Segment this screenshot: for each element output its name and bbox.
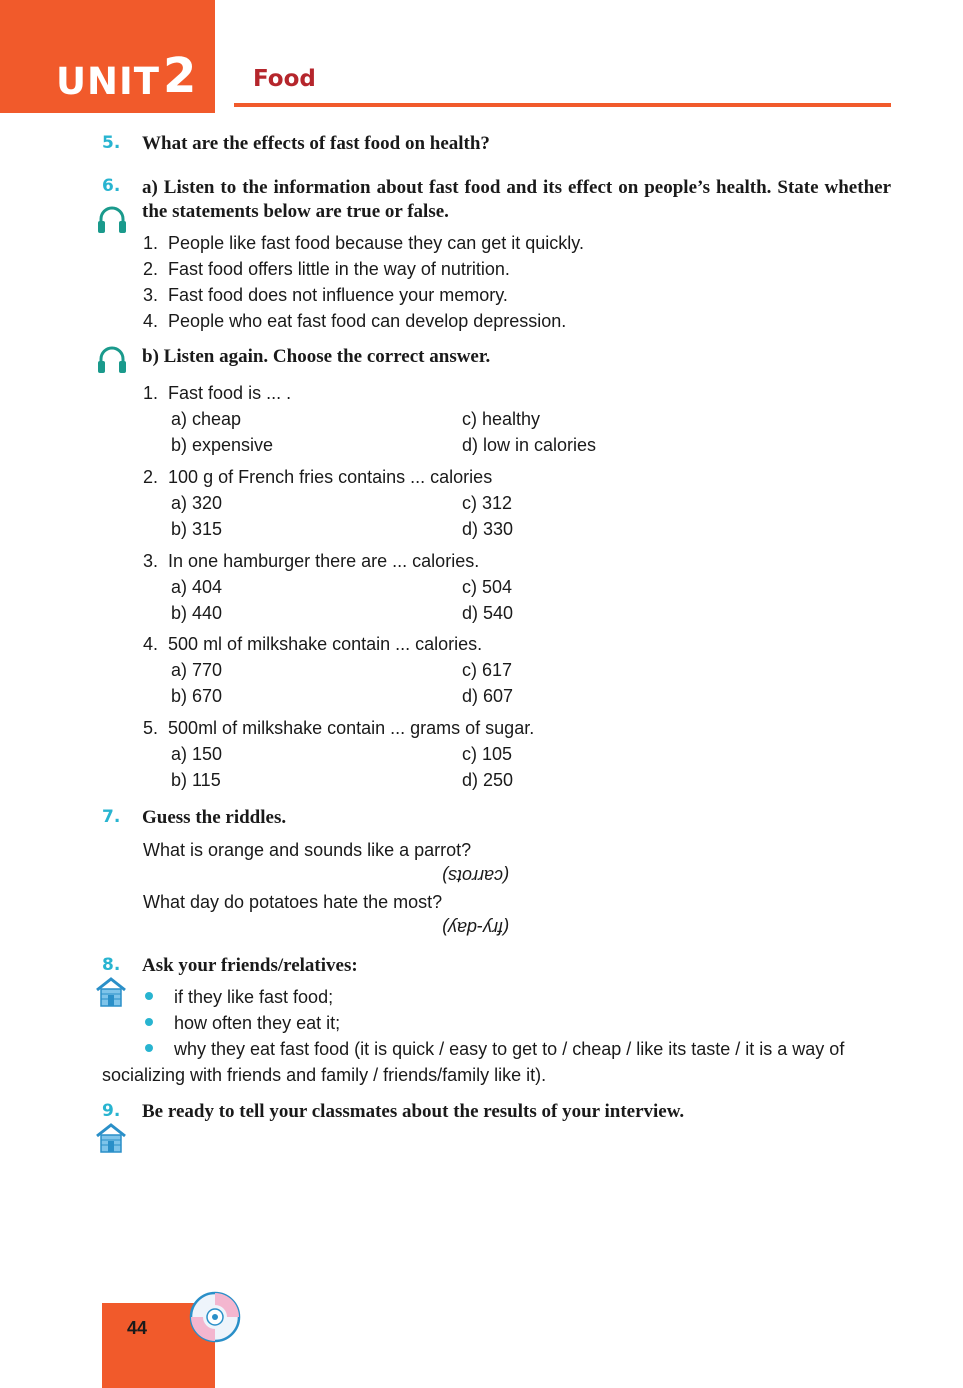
option-c: c) 312	[462, 493, 513, 513]
header-rule	[234, 103, 891, 107]
exercise-8-text: Ask your friends/relatives:	[142, 955, 358, 976]
unit-title: Food	[253, 66, 316, 92]
option-b: b) 440	[171, 603, 223, 623]
exercise-5-number: 5.	[102, 133, 121, 153]
statement-text: People who eat fast food can develop depression.	[168, 311, 567, 331]
question-4	[143, 633, 482, 655]
question-number: 3.	[143, 551, 159, 571]
exercise-7-number: 7.	[102, 807, 121, 827]
question-text: Fast food is ... .	[168, 383, 292, 403]
riddle-2: What day do potatoes hate the most?	[143, 892, 443, 912]
bullet-2: how often they eat it;	[174, 1013, 341, 1033]
question-number: 4.	[143, 634, 159, 654]
question-text: 500ml of milkshake contain ... grams of sugar.	[168, 718, 535, 738]
bullet-1: if they like fast food;	[174, 987, 334, 1007]
exercise-9-text: Be ready to tell your classmates about the results of your interview.	[142, 1101, 685, 1122]
bullet-dot	[145, 992, 153, 1000]
statement-2	[143, 258, 510, 280]
option-b: b) 670	[171, 686, 223, 706]
headphones-icon	[96, 343, 128, 375]
statement-number: 4.	[143, 311, 159, 331]
option-d: d) 607	[462, 686, 514, 706]
option-d: d) 250	[462, 770, 514, 790]
statement-3	[143, 284, 508, 306]
answer-text: (fry-day)	[442, 918, 509, 938]
unit-number: 2	[163, 48, 197, 104]
exercise-6b-text: b) Listen again. Choose the correct answer.	[142, 346, 491, 367]
bullet-dot	[145, 1018, 153, 1026]
exercise-5-text: What are the effects of fast food on health?	[142, 133, 490, 154]
option-a: a) cheap	[171, 409, 242, 429]
question-5	[143, 717, 534, 739]
option-b: b) 315	[171, 519, 223, 539]
question-number: 5.	[143, 718, 159, 738]
option-a: a) 770	[171, 660, 223, 680]
house-icon	[95, 1122, 127, 1154]
bullet-3: why they eat fast food (it is quick / easy to get to / cheap / like its taste / it is a way of	[174, 1039, 845, 1059]
option-b: b) 115	[171, 770, 221, 790]
answer-text: (carrots)	[442, 866, 509, 886]
exercise-9-number: 9.	[102, 1101, 121, 1121]
option-c: c) healthy	[462, 409, 541, 429]
unit-label: UNIT	[56, 60, 161, 103]
headphones-icon	[96, 203, 128, 235]
exercise-6-number: 6.	[102, 176, 121, 196]
option-a: a) 320	[171, 493, 223, 513]
statement-text: Fast food offers little in the way of nutrition.	[168, 259, 510, 279]
question-number: 1.	[143, 383, 159, 403]
statement-number: 1.	[143, 233, 159, 253]
option-c: c) 504	[462, 577, 513, 597]
statement-text: People like fast food because they can get it quickly.	[168, 233, 584, 253]
option-c: c) 617	[462, 660, 513, 680]
question-2	[143, 466, 492, 488]
riddle-1-answer	[442, 865, 509, 887]
page-number: 44	[127, 1318, 148, 1338]
question-text: 500 ml of milkshake contain ... calories.	[168, 634, 483, 654]
question-number: 2.	[143, 467, 159, 487]
question-text: 100 g of French fries contains ... calories	[168, 467, 493, 487]
statement-text: Fast food does not influence your memory.	[168, 285, 508, 305]
statement-4	[143, 310, 566, 332]
option-d: d) low in calories	[462, 435, 597, 455]
statement-1	[143, 232, 584, 254]
question-1	[143, 382, 291, 404]
option-d: d) 540	[462, 603, 514, 623]
house-icon	[95, 976, 127, 1008]
riddle-1: What is orange and sounds like a parrot?	[143, 840, 472, 860]
riddle-2-answer	[442, 917, 509, 939]
option-a: a) 404	[171, 577, 223, 597]
cd-icon	[189, 1291, 241, 1343]
question-text: In one hamburger there are ... calories.	[168, 551, 480, 571]
statement-number: 2.	[143, 259, 159, 279]
option-c: c) 105	[462, 744, 513, 764]
option-d: d) 330	[462, 519, 514, 539]
option-a: a) 150	[171, 744, 223, 764]
option-b: b) expensive	[171, 435, 274, 455]
exercise-6a-text: a) Listen to the information about fast food and its effect on people’s health. State whether the statements below are true or false.	[142, 177, 891, 222]
question-3	[143, 550, 479, 572]
bullet-dot	[145, 1044, 153, 1052]
exercise-7-text: Guess the riddles.	[142, 807, 287, 828]
exercise-8-number: 8.	[102, 955, 121, 975]
statement-number: 3.	[143, 285, 159, 305]
bullet-3-continuation: socializing with friends and family / friends/family like it).	[102, 1065, 547, 1085]
